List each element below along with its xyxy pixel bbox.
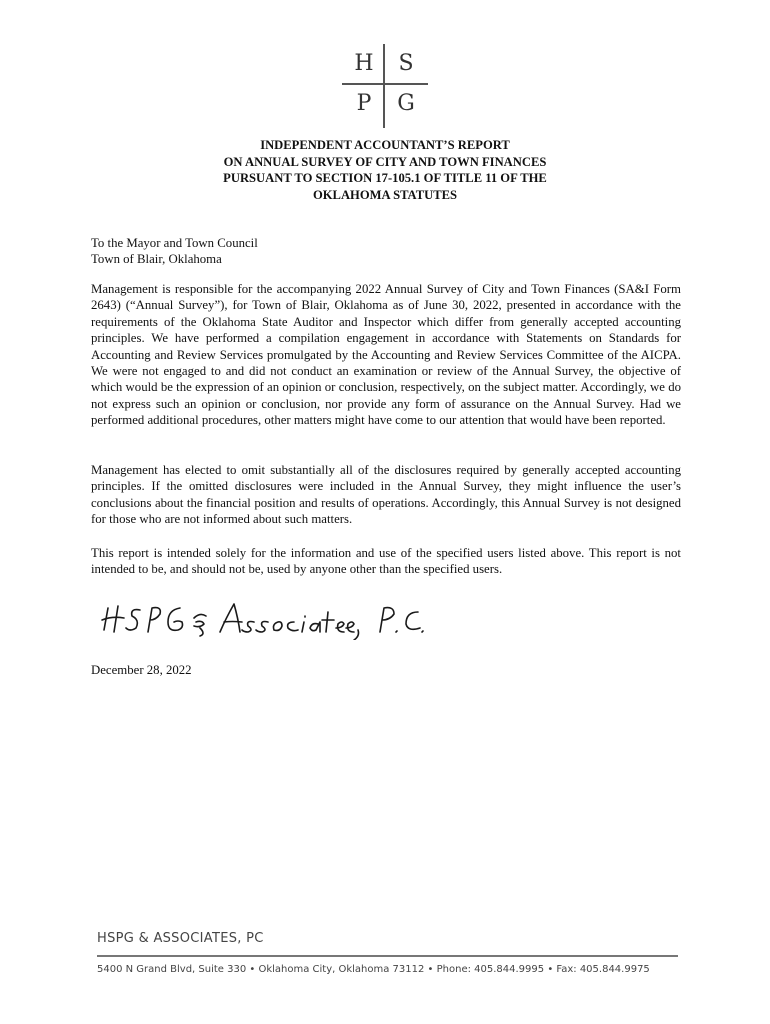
logo-letter-s: S [398, 51, 414, 76]
handwritten-signature [96, 594, 426, 645]
paragraph-intended-use: This report is intended solely for the information and use of the specified users listed above. This report is not intended to be, and should not be, used by anyone other than the specified users. [91, 546, 681, 577]
report-date: December 28, 2022 [91, 663, 192, 677]
logo-letter-p: P [356, 91, 372, 116]
footer-firm-name: HSPG & ASSOCIATES, PC [97, 931, 264, 946]
report-title [120, 137, 650, 203]
paragraph-disclosures: Management has elected to omit substantially all of the disclosures required by generally accepted accounting principles. If the omitted disclosures were included in the Annual Survey, they might influence the user’s conclusions about the financial position and results of operations. Accordingly, this Annual Survey is not designed for those who are not informed about such matters. [91, 463, 681, 527]
paragraph-responsibility: Management is responsible for the accompanying 2022 Annual Survey of City and Town Finances (SA&I Form 2643) (“Annual Survey”), for Town of Blair, Oklahoma as of June 30, 2022, presented in accordance with the requirements of the Oklahoma State Auditor and Inspector which differ from generally accepted accounting principles. We have performed a compilation engagement in accordance with Statements on Standards for Accounting and Review Services promulgated by the Accounting and Review Services Committee of the AICPA. We were not engaged to and did not conduct an examination or review of the Annual Survey, the objective of which would be the expression of an opinion or conclusion, respectively, on the subject matter. Accordingly, we do not express such an opinion or conclusion, nor provide any form of assurance on the Annual Survey. Had we performed additional procedures, other matters might have come to our attention that would have been reported. [91, 282, 681, 428]
title-line: PURSUANT TO SECTION 17-105.1 OF TITLE 11 OF THE [223, 171, 547, 186]
title-line: INDEPENDENT ACCOUNTANT’S REPORT [260, 138, 510, 152]
addressee-line: Town of Blair, Oklahoma [91, 252, 222, 267]
footer-divider [97, 955, 678, 957]
title-line: OKLAHOMA STATUTES [312, 187, 458, 202]
footer-contact-info: 5400 N Grand Blvd, Suite 330 • Oklahoma City, Oklahoma 73112 • Phone: 405.844.9995 • Fax: 405.844.9975 [97, 964, 650, 975]
signature-graphic [96, 594, 426, 640]
firm-logo [342, 44, 428, 128]
addressee-line: To the Mayor and Town Council [91, 236, 258, 250]
logo-letter-h: H [354, 51, 374, 76]
title-line: ON ANNUAL SURVEY OF CITY AND TOWN FINANCES [223, 154, 547, 169]
addressee-block [91, 235, 681, 268]
logo-horizontal-rule [342, 83, 428, 85]
logo-letter-g: G [397, 91, 415, 116]
